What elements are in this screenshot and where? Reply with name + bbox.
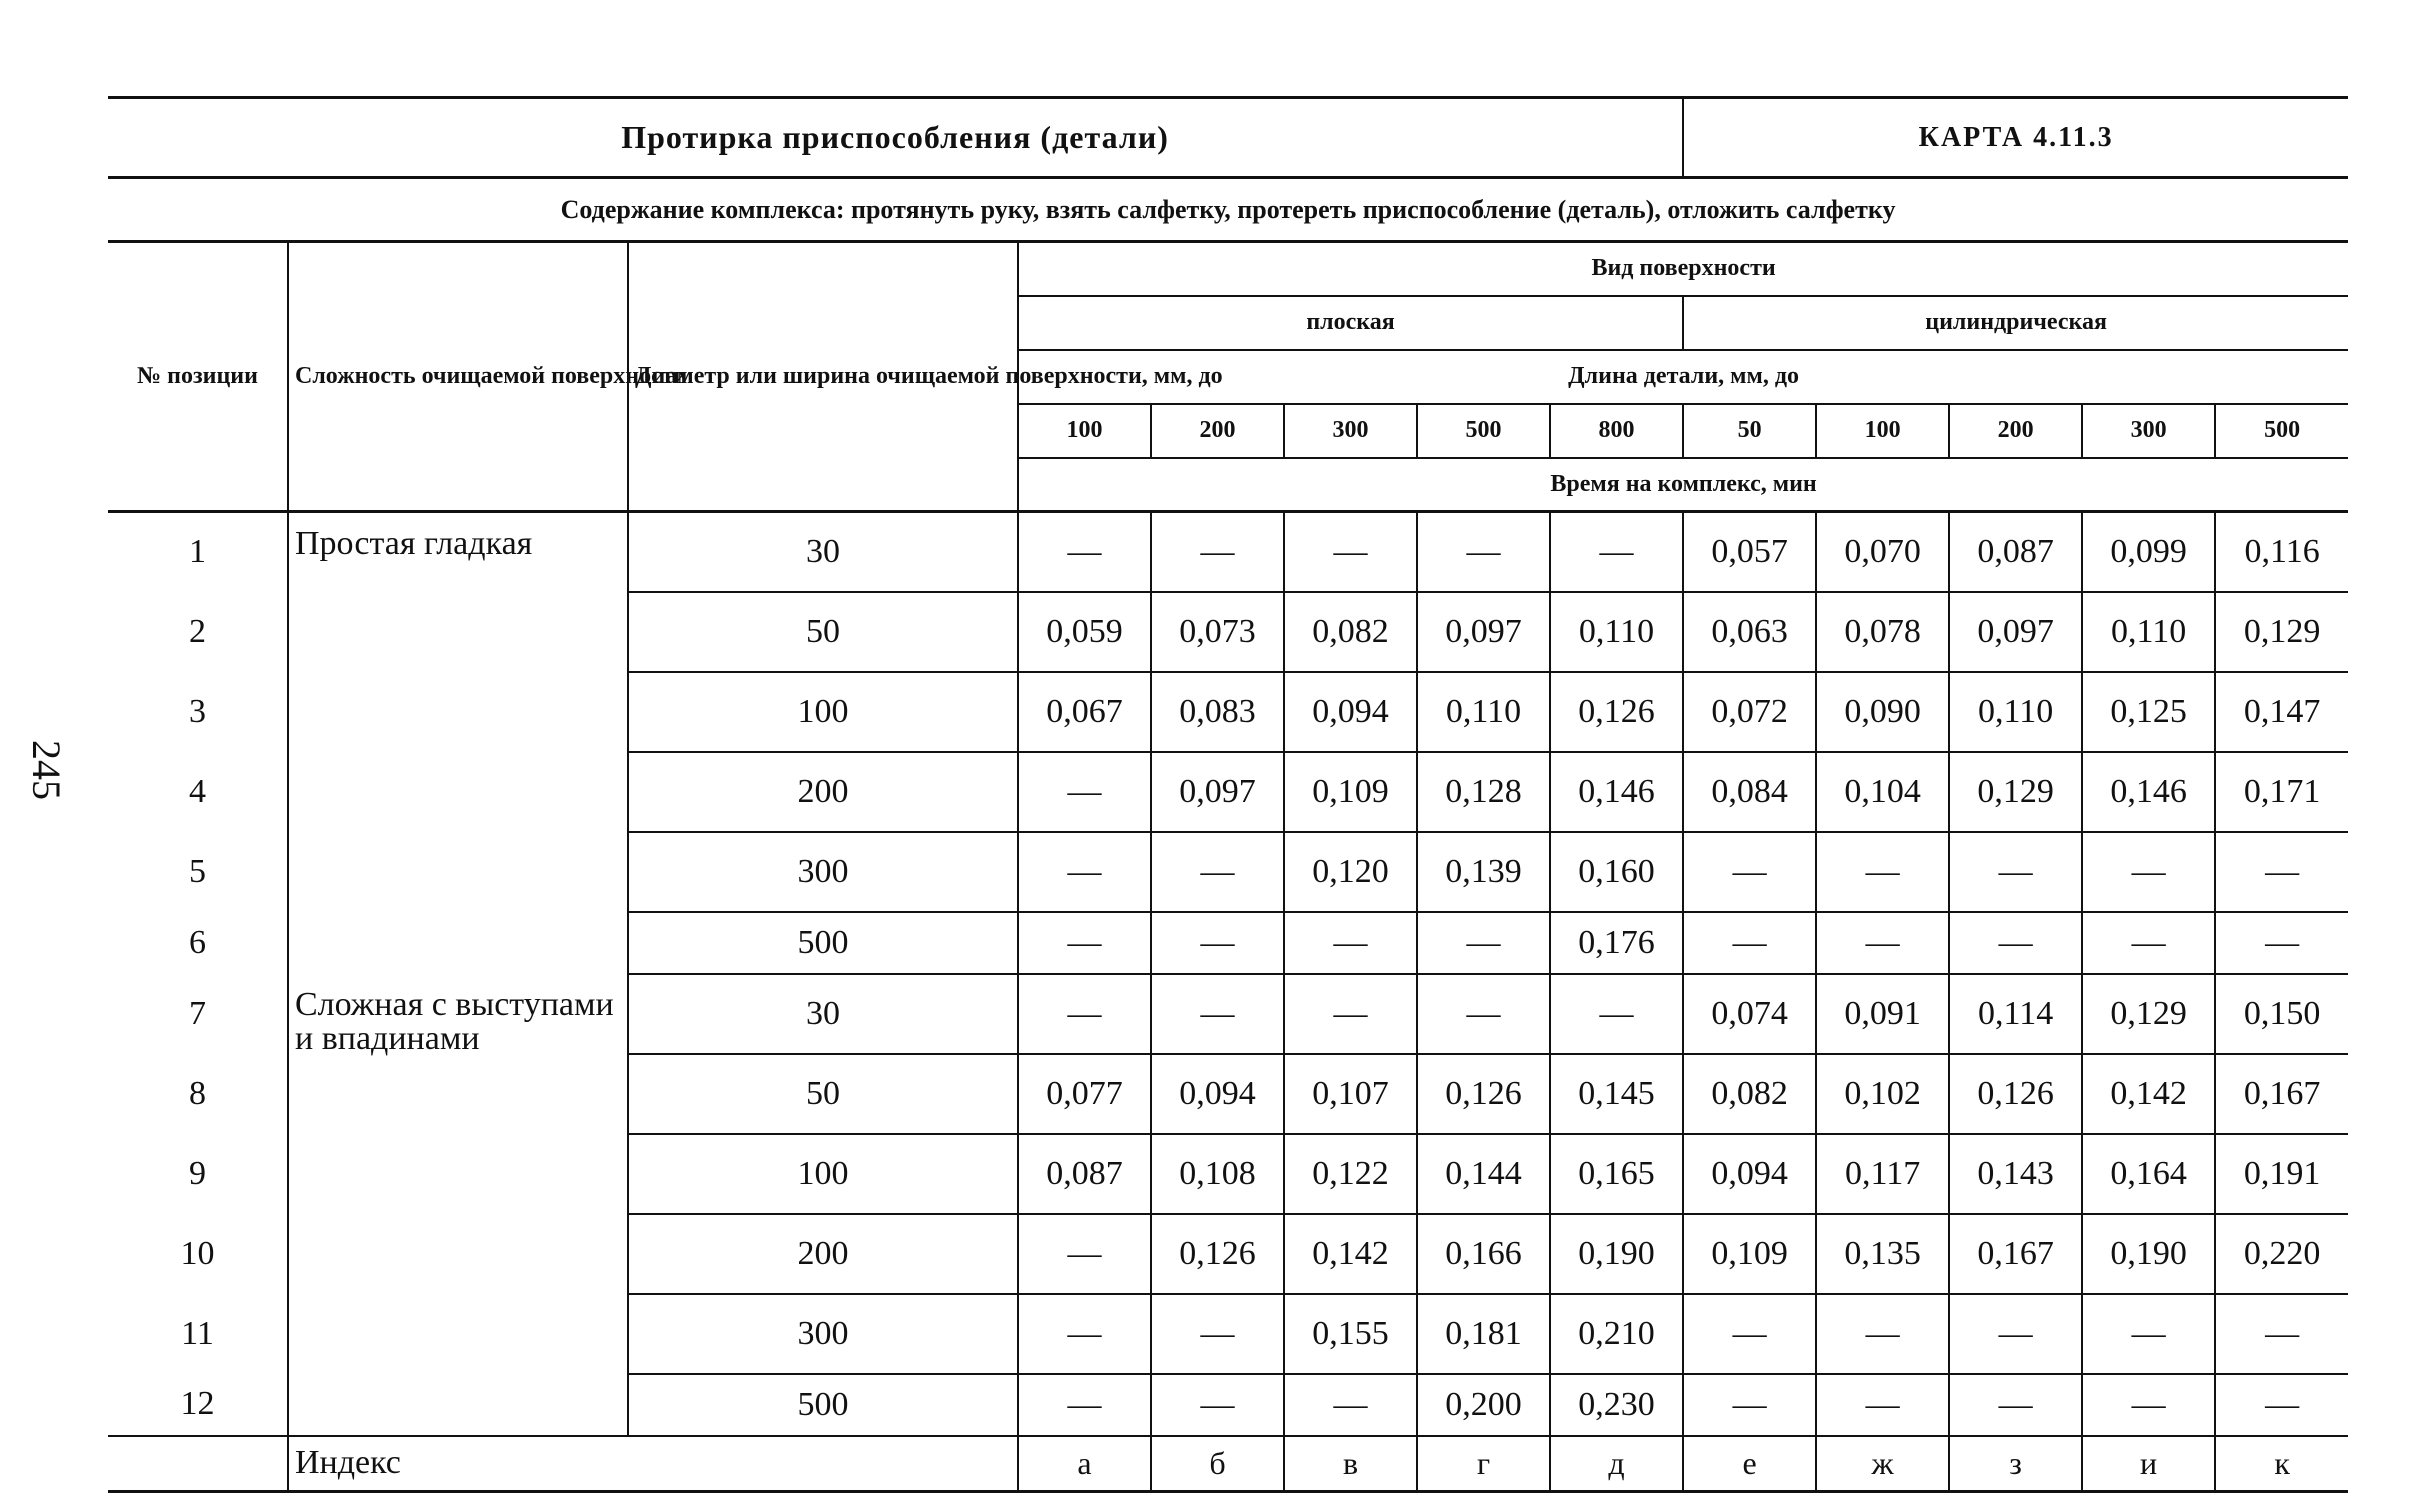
time-value-cell: 0,200 — [1417, 1374, 1550, 1436]
time-value-cell: 0,082 — [1683, 1054, 1816, 1134]
time-value-cell: 0,082 — [1284, 592, 1417, 672]
index-spacer — [108, 1436, 288, 1492]
time-value-cell: 0,078 — [1816, 592, 1949, 672]
time-value-cell: 0,109 — [1683, 1214, 1816, 1294]
time-value-cell: 0,146 — [1550, 752, 1683, 832]
time-value-cell: — — [1683, 1294, 1816, 1374]
index-letter: и — [2082, 1436, 2215, 1492]
diameter-cell: 200 — [628, 1214, 1018, 1294]
time-value-cell: 0,210 — [1550, 1294, 1683, 1374]
position-number: 10 — [180, 1234, 215, 1272]
length-header-cylindrical: 100 — [1816, 404, 1949, 458]
length-header-flat: 800 — [1550, 404, 1683, 458]
time-value-cell: 0,099 — [2082, 512, 2215, 592]
page-number: 245 — [24, 740, 69, 800]
time-value-cell: 0,160 — [1550, 832, 1683, 912]
time-value-cell: — — [1816, 1374, 1949, 1436]
time-value-cell: 0,126 — [1550, 672, 1683, 752]
time-value-cell: 0,072 — [1683, 672, 1816, 752]
time-value-cell: 0,109 — [1284, 752, 1417, 832]
time-value-cell: — — [1018, 512, 1151, 592]
time-value-cell: 0,070 — [1816, 512, 1949, 592]
table-row — [108, 974, 2348, 1054]
time-value-cell: 0,142 — [1284, 1214, 1417, 1294]
time-value-cell: 0,176 — [1550, 912, 1683, 974]
time-value-cell: 0,142 — [2082, 1054, 2215, 1134]
table-row — [108, 512, 2348, 592]
index-label: Индекс — [288, 1436, 1018, 1492]
time-value-cell: — — [1151, 974, 1284, 1054]
diameter-cell: 500 — [628, 1374, 1018, 1436]
time-value-cell: 0,129 — [2082, 974, 2215, 1054]
position-number: 12 — [180, 1385, 215, 1422]
time-value-cell: — — [1816, 832, 1949, 912]
header-surface-type: Вид поверхности — [1018, 242, 2348, 296]
diameter-cell: 30 — [628, 512, 1018, 592]
time-value-cell: 0,139 — [1417, 832, 1550, 912]
time-value-cell: 0,084 — [1683, 752, 1816, 832]
time-value-cell: 0,135 — [1816, 1214, 1949, 1294]
time-value-cell: 0,126 — [1417, 1054, 1550, 1134]
position-number: 2 — [189, 612, 206, 650]
index-letter: е — [1683, 1436, 1816, 1492]
time-value-cell: 0,181 — [1417, 1294, 1550, 1374]
header-position: № позиции — [108, 242, 288, 512]
diameter-cell: 50 — [628, 1054, 1018, 1134]
position-number: 7 — [189, 994, 206, 1032]
time-value-cell: 0,087 — [1018, 1134, 1151, 1214]
time-value-cell: 0,144 — [1417, 1134, 1550, 1214]
time-value-cell: — — [1018, 1294, 1151, 1374]
time-value-cell: 0,126 — [1151, 1214, 1284, 1294]
diameter-cell: 30 — [628, 974, 1018, 1054]
time-value-cell: 0,110 — [1949, 672, 2082, 752]
time-value-cell: 0,122 — [1284, 1134, 1417, 1214]
time-value-cell: 0,083 — [1151, 672, 1284, 752]
diameter-cell: 100 — [628, 1134, 1018, 1214]
length-header-cylindrical: 500 — [2215, 404, 2348, 458]
diameter-cell: 200 — [628, 752, 1018, 832]
position-number: 9 — [189, 1154, 206, 1192]
time-value-cell: — — [1284, 512, 1417, 592]
time-value-cell: 0,164 — [2082, 1134, 2215, 1214]
time-value-cell: 0,117 — [1816, 1134, 1949, 1214]
time-value-cell: 0,110 — [2082, 592, 2215, 672]
position-number: 5 — [189, 852, 206, 890]
time-value-cell: — — [1417, 974, 1550, 1054]
time-value-cell: 0,073 — [1151, 592, 1284, 672]
time-value-cell: — — [2082, 1294, 2215, 1374]
time-value-cell: — — [1949, 832, 2082, 912]
index-row — [108, 1436, 2348, 1492]
time-value-cell: 0,155 — [1284, 1294, 1417, 1374]
time-value-cell: 0,057 — [1683, 512, 1816, 592]
time-value-cell: 0,110 — [1417, 672, 1550, 752]
card-id: КАРТА 4.11.3 — [1683, 98, 2348, 178]
header-cylindrical: цилиндрическая — [1683, 296, 2348, 350]
time-value-cell: 0,094 — [1151, 1054, 1284, 1134]
length-header-flat: 200 — [1151, 404, 1284, 458]
complexity-group: Сложная с выступами и впадинами — [288, 974, 628, 1436]
time-value-cell: 0,114 — [1949, 974, 2082, 1054]
time-value-cell: — — [1949, 1294, 2082, 1374]
time-value-cell: — — [1550, 974, 1683, 1054]
time-value-cell: — — [1018, 974, 1151, 1054]
length-header-cylindrical: 300 — [2082, 404, 2215, 458]
content-description: Содержание комплекса: протянуть руку, взять салфетку, протереть приспособление (деталь), отложить салфетку — [108, 178, 2348, 242]
time-value-cell: — — [1018, 752, 1151, 832]
position-number: 4 — [189, 772, 206, 810]
index-letter: к — [2215, 1436, 2348, 1492]
time-value-cell: — — [1151, 1374, 1284, 1436]
time-value-cell: 0,190 — [2082, 1214, 2215, 1294]
time-value-cell: — — [1151, 1294, 1284, 1374]
diameter-cell: 500 — [628, 912, 1018, 974]
time-value-cell: 0,104 — [1816, 752, 1949, 832]
time-value-cell: — — [1550, 512, 1683, 592]
time-value-cell: — — [2082, 1374, 2215, 1436]
header-flat: плоская — [1018, 296, 1683, 350]
time-value-cell: — — [1151, 832, 1284, 912]
time-value-cell: — — [1018, 832, 1151, 912]
diameter-cell: 300 — [628, 832, 1018, 912]
time-value-cell: 0,063 — [1683, 592, 1816, 672]
time-value-cell: 0,166 — [1417, 1214, 1550, 1294]
time-value-cell: 0,125 — [2082, 672, 2215, 752]
time-value-cell: — — [2215, 912, 2348, 974]
length-header-flat: 100 — [1018, 404, 1151, 458]
time-value-cell: 0,171 — [2215, 752, 2348, 832]
time-value-cell: — — [2215, 832, 2348, 912]
time-value-cell: 0,145 — [1550, 1054, 1683, 1134]
time-value-cell: 0,094 — [1683, 1134, 1816, 1214]
time-value-cell: 0,108 — [1151, 1134, 1284, 1214]
time-value-cell: 0,150 — [2215, 974, 2348, 1054]
time-value-cell: 0,091 — [1816, 974, 1949, 1054]
complexity-group: Простая гладкая — [288, 512, 628, 974]
time-value-cell: — — [1284, 1374, 1417, 1436]
time-value-cell: 0,067 — [1018, 672, 1151, 752]
length-header-cylindrical: 50 — [1683, 404, 1816, 458]
time-value-cell: 0,094 — [1284, 672, 1417, 752]
time-value-cell: — — [1151, 912, 1284, 974]
header-complexity: Сложность очищаемой поверхности — [288, 242, 628, 512]
time-value-cell: 0,116 — [2215, 512, 2348, 592]
header-diameter: Диаметр или ширина очищаемой поверхности, мм, до — [628, 242, 1018, 512]
index-letter: в — [1284, 1436, 1417, 1492]
time-value-cell: — — [1683, 1374, 1816, 1436]
time-value-cell: 0,167 — [1949, 1214, 2082, 1294]
time-value-cell: 0,097 — [1151, 752, 1284, 832]
time-value-cell: — — [1284, 974, 1417, 1054]
header-length: Длина детали, мм, до — [1018, 350, 2348, 404]
position-number: 11 — [181, 1314, 214, 1352]
time-value-cell: 0,129 — [2215, 592, 2348, 672]
time-value-cell: 0,107 — [1284, 1054, 1417, 1134]
time-value-cell: — — [1417, 912, 1550, 974]
time-value-cell: 0,165 — [1550, 1134, 1683, 1214]
length-header-cylindrical: 200 — [1949, 404, 2082, 458]
time-value-cell: 0,074 — [1683, 974, 1816, 1054]
index-letter: а — [1018, 1436, 1151, 1492]
time-value-cell: — — [1417, 512, 1550, 592]
time-value-cell: — — [1018, 1214, 1151, 1294]
time-value-cell: 0,143 — [1949, 1134, 2082, 1214]
norm-table — [108, 96, 2348, 1493]
diameter-cell: 50 — [628, 592, 1018, 672]
time-value-cell: — — [1284, 912, 1417, 974]
time-value-cell: — — [1151, 512, 1284, 592]
time-value-cell: 0,190 — [1550, 1214, 1683, 1294]
index-letter: б — [1151, 1436, 1284, 1492]
time-value-cell: 0,120 — [1284, 832, 1417, 912]
time-value-cell: 0,059 — [1018, 592, 1151, 672]
time-value-cell: 0,097 — [1417, 592, 1550, 672]
time-value-cell: 0,102 — [1816, 1054, 1949, 1134]
length-header-flat: 300 — [1284, 404, 1417, 458]
time-value-cell: 0,191 — [2215, 1134, 2348, 1214]
time-value-cell: 0,090 — [1816, 672, 1949, 752]
time-value-cell: 0,129 — [1949, 752, 2082, 832]
time-value-cell: 0,087 — [1949, 512, 2082, 592]
time-value-cell: — — [2215, 1294, 2348, 1374]
time-value-cell: 0,167 — [2215, 1054, 2348, 1134]
index-letter: ж — [1816, 1436, 1949, 1492]
time-value-cell: — — [1683, 912, 1816, 974]
time-value-cell: 0,147 — [2215, 672, 2348, 752]
index-letter: д — [1550, 1436, 1683, 1492]
time-value-cell: — — [2082, 912, 2215, 974]
time-value-cell: 0,220 — [2215, 1214, 2348, 1294]
position-number: 6 — [189, 923, 206, 961]
index-letter: г — [1417, 1436, 1550, 1492]
time-value-cell: — — [2082, 832, 2215, 912]
time-value-cell: 0,077 — [1018, 1054, 1151, 1134]
time-value-cell: — — [1816, 1294, 1949, 1374]
diameter-cell: 100 — [628, 672, 1018, 752]
time-value-cell: — — [2215, 1374, 2348, 1436]
time-value-cell: — — [1683, 832, 1816, 912]
time-value-cell: — — [1816, 912, 1949, 974]
time-value-cell: — — [1018, 1374, 1151, 1436]
position-number: 3 — [189, 692, 206, 730]
time-value-cell: — — [1949, 1374, 2082, 1436]
time-value-cell: 0,128 — [1417, 752, 1550, 832]
card-title: Протирка приспособления (детали) — [108, 98, 1683, 178]
position-number: 8 — [189, 1074, 206, 1112]
time-value-cell: 0,110 — [1550, 592, 1683, 672]
time-value-cell: 0,230 — [1550, 1374, 1683, 1436]
diameter-cell: 300 — [628, 1294, 1018, 1374]
time-value-cell: — — [1018, 912, 1151, 974]
length-header-flat: 500 — [1417, 404, 1550, 458]
index-letter: з — [1949, 1436, 2082, 1492]
header-time: Время на комплекс, мин — [1018, 458, 2348, 512]
time-value-cell: — — [1949, 912, 2082, 974]
time-value-cell: 0,146 — [2082, 752, 2215, 832]
position-number: 1 — [189, 533, 206, 571]
time-value-cell: 0,126 — [1949, 1054, 2082, 1134]
time-value-cell: 0,097 — [1949, 592, 2082, 672]
